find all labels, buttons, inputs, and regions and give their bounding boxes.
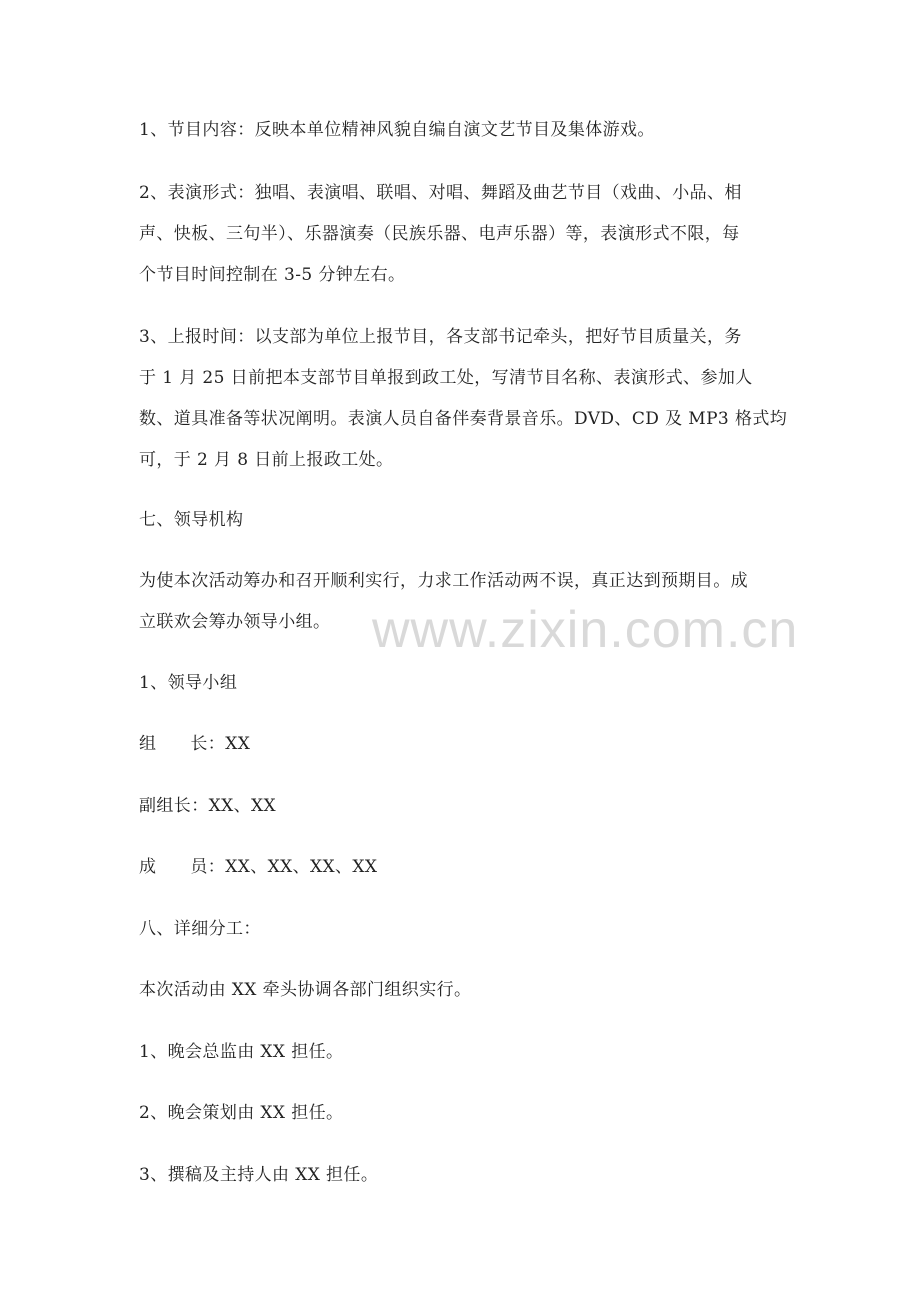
item-program-content: 1、节目内容：反映本单位精神风貌自编自演文艺节目及集体游戏。 <box>139 120 655 140</box>
group-leader-line: 组 长：XX <box>139 734 251 754</box>
watermark: www.zixin.com.cn <box>372 601 799 659</box>
subheading-leadership-group: 1、领导小组 <box>139 673 238 693</box>
leadership-intro: 为使本次活动筹办和召开顺利实行，力求工作活动两不误，真正达到预期目。成 立联欢会筹办领导小组。 <box>139 571 748 632</box>
division-item-planner: 2、晚会策划由 XX 担任。 <box>139 1103 344 1123</box>
item-performance-form: 2、表演形式：独唱、表演唱、联唱、对唱、舞蹈及曲艺节目（戏曲、小品、相 声、快板、三句半）、乐器演奏（民族乐器、电声乐器）等，表演形式不限，每 个节目时间控制在 3-5 分钟左右。 <box>139 183 742 285</box>
item-report-time: 3、上报时间：以支部为单位上报节目，各支部书记牵头，把好节目质量关，务 于 1 月 25 日前把本支部节目单报到政工处，写清节目名称、表演形式、参加人 数、道具准备等状况阐明。表演人员自备伴奏背景音乐。DVD、CD 及 MP3 格式均 可，于 2 月 8 日前上报政工处。 <box>139 327 788 470</box>
section-heading-leadership: 七、领导机构 <box>139 510 244 530</box>
division-item-host: 3、撰稿及主持人由 XX 担任。 <box>139 1165 379 1185</box>
division-item-director: 1、晚会总监由 XX 担任。 <box>139 1042 344 1062</box>
deputy-leader-line: 副组长：XX、XX <box>139 796 277 816</box>
members-line: 成 员：XX、XX、XX、XX <box>139 857 378 877</box>
division-intro: 本次活动由 XX 牵头协调各部门组织实行。 <box>139 980 472 1000</box>
section-heading-division: 八、详细分工： <box>139 919 261 939</box>
